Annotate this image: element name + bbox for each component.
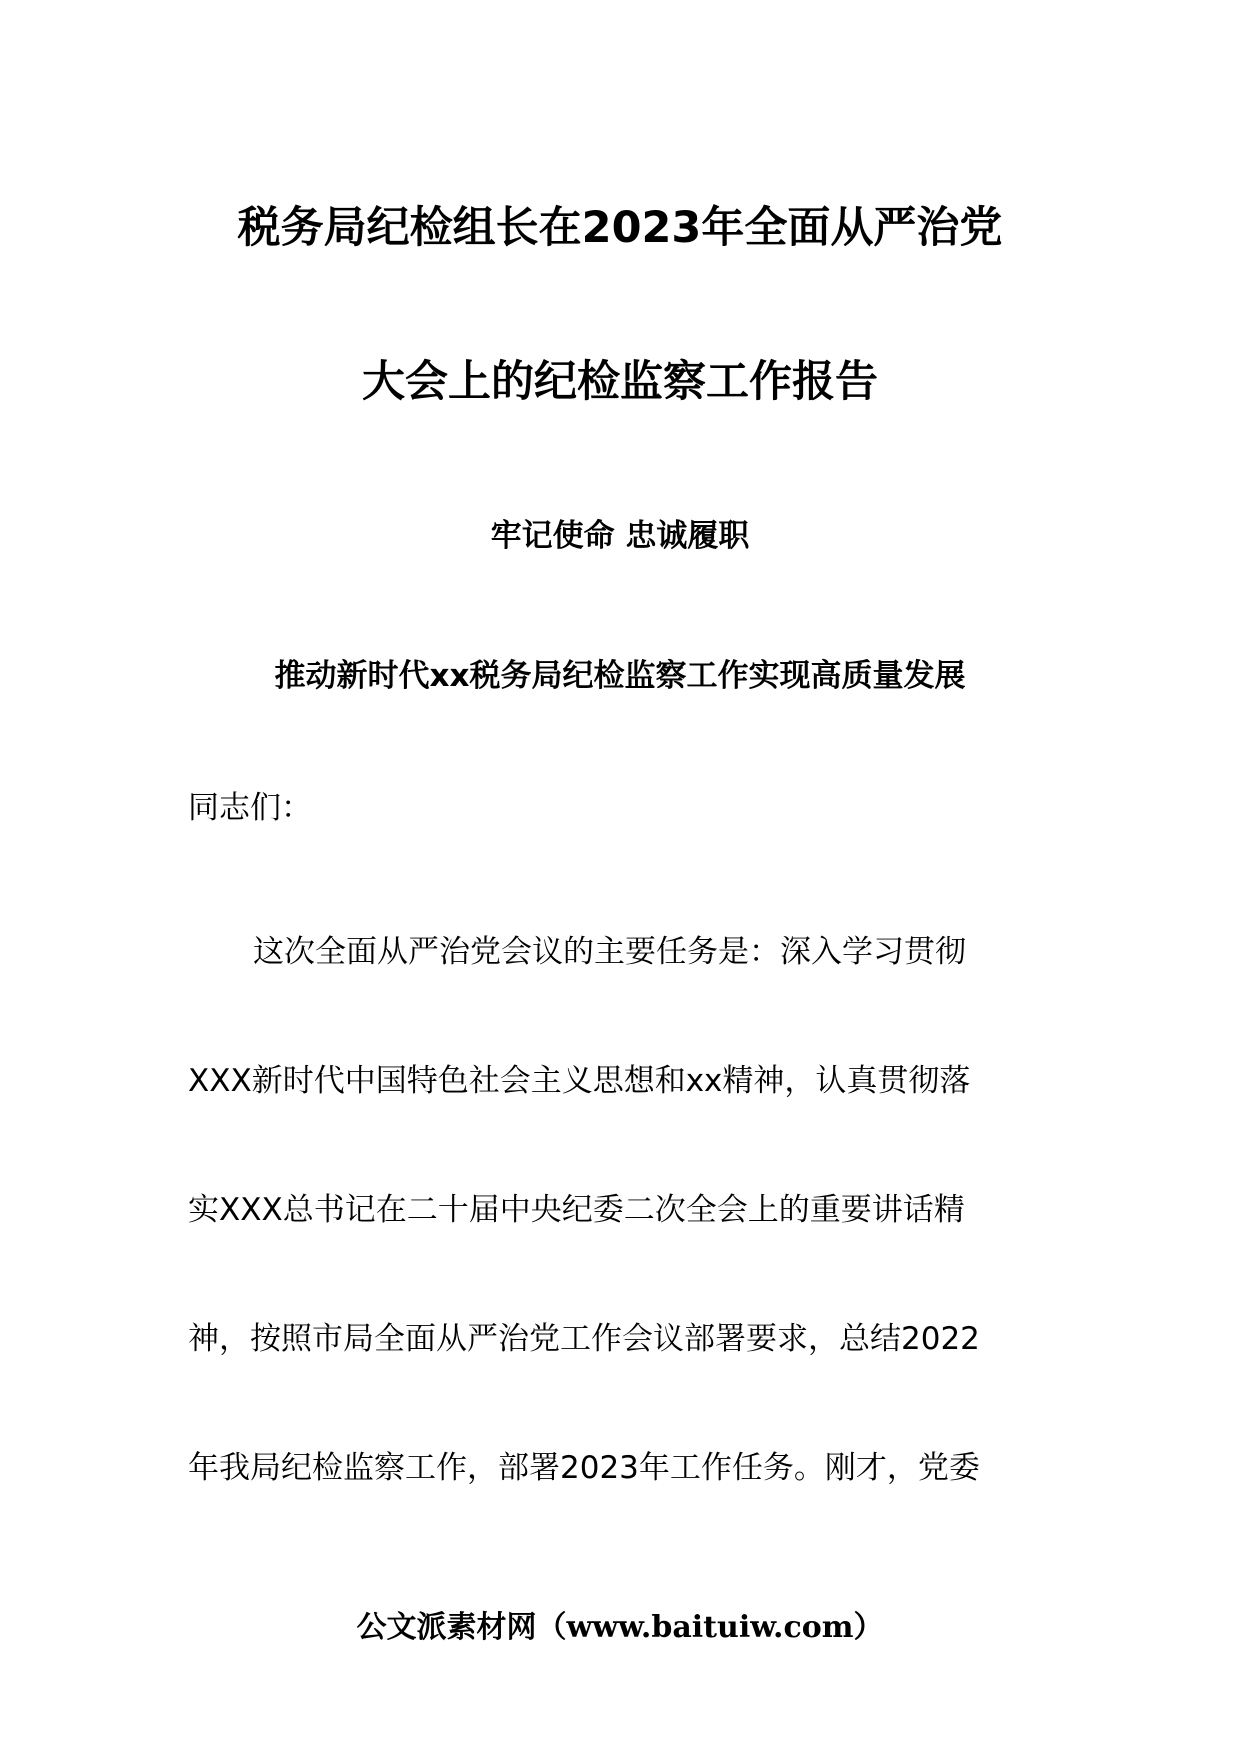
document-title-line-1: 税务局纪检组长在2023年全面从严治党: [237, 203, 1003, 253]
body-line: XXX新时代中国特色社会主义思想和xx精神，认真贯彻落: [188, 1063, 971, 1099]
body-line: 年我局纪检监察工作，部署2023年工作任务。刚才，党委: [188, 1450, 980, 1486]
body-line: 实XXX总书记在二十届中央纪委二次全会上的重要讲话精: [188, 1192, 965, 1228]
body-line: 这次全面从严治党会议的主要任务是：深入学习贯彻: [253, 934, 966, 970]
salutation: 同志们：: [188, 790, 312, 826]
footer-url: （www.baituiw.com）: [536, 1610, 884, 1645]
body-line: 神，按照市局全面从严治党工作会议部署要求，总结2022: [188, 1321, 980, 1357]
footer-site-name: 公文派素材网: [356, 1610, 537, 1645]
document-title-line-2: 大会上的纪检监察工作报告: [362, 357, 878, 407]
document-subtitle-1: 牢记使命 忠诚履职: [490, 518, 750, 554]
footer-watermark: [0, 1606, 1240, 1650]
document-subtitle-2: 推动新时代xx税务局纪检监察工作实现高质量发展: [274, 658, 966, 694]
